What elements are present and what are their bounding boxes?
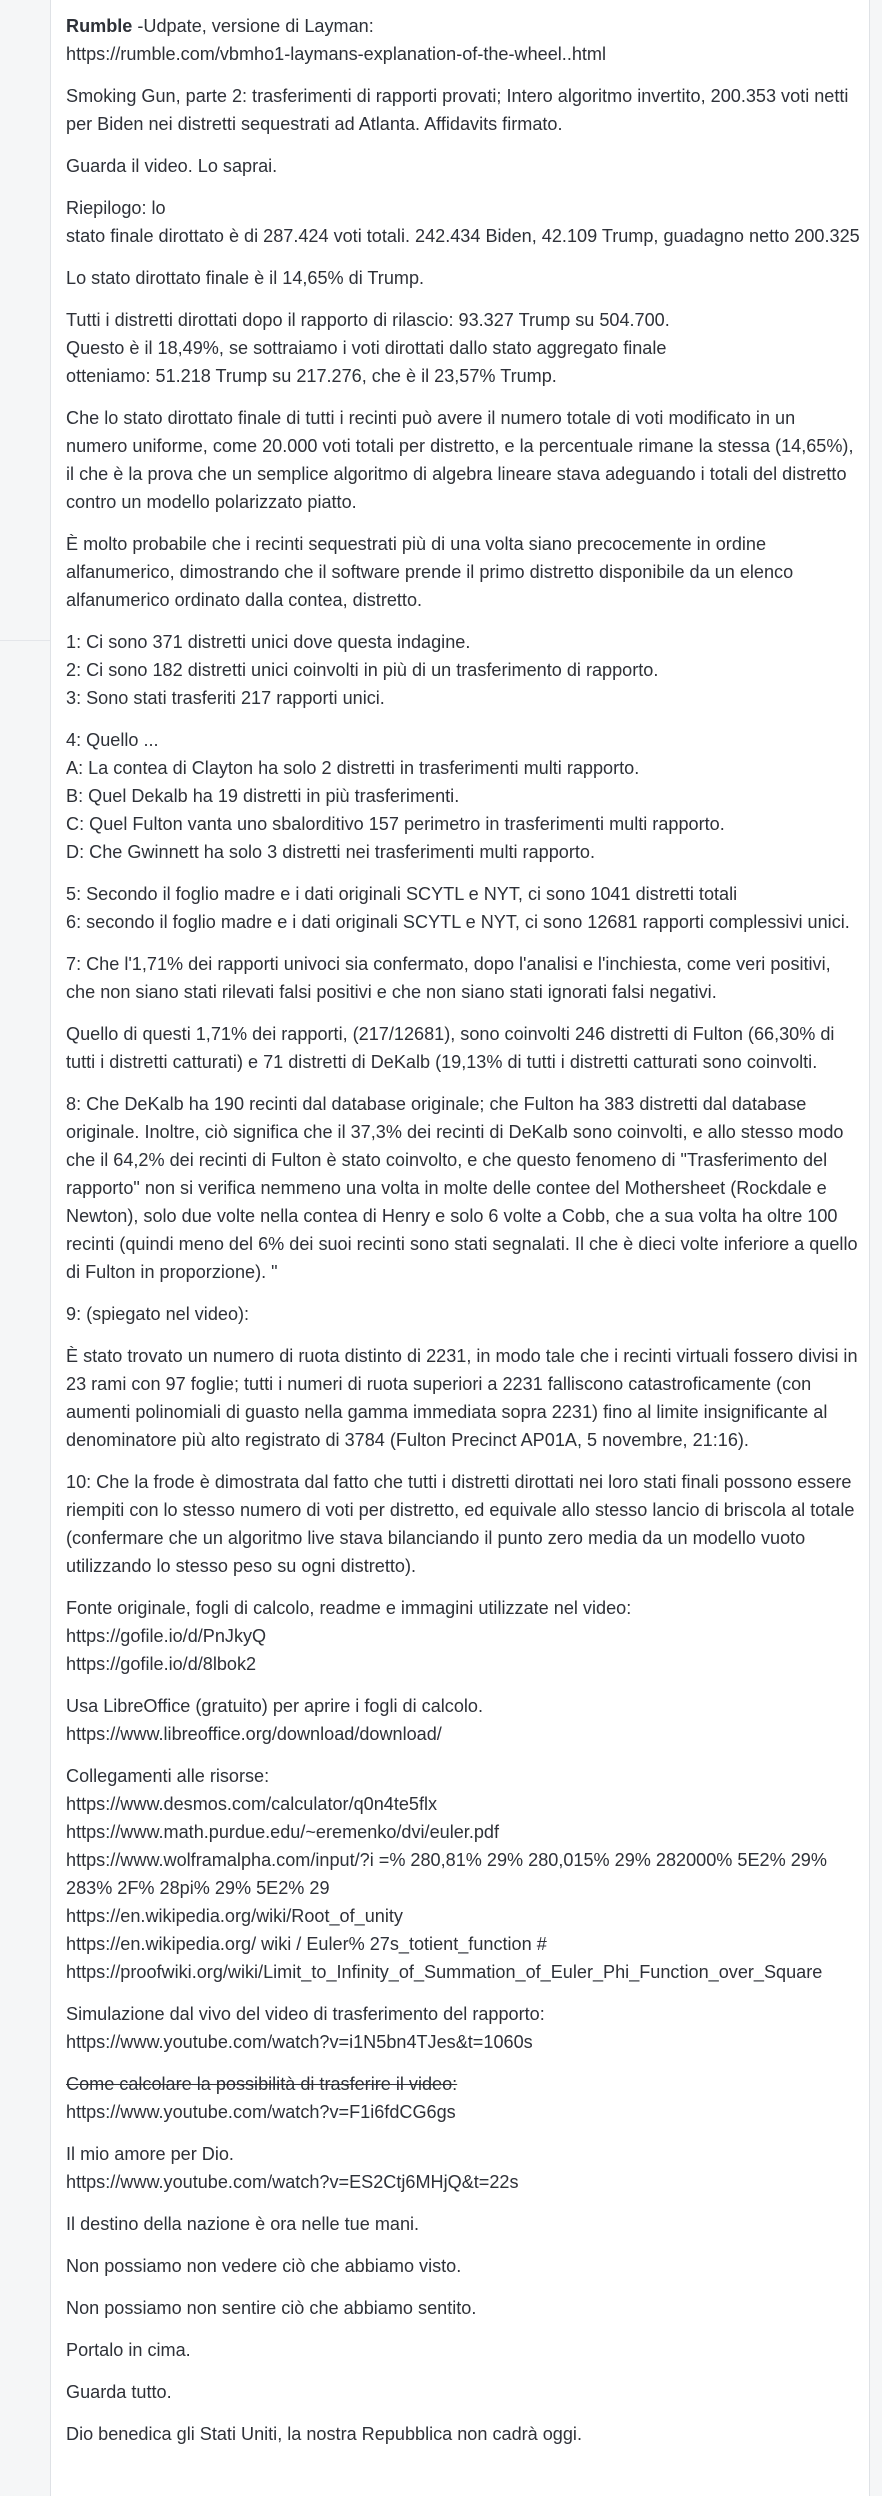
paragraph-point-10: 10: Che la frode è dimostrata dal fatto che tutti i distretti dirottati nei loro stati finali possono essere riempiti con lo stesso numero di voti per distretto, ed equivale allo stesso lancio di briscola al totale (confermare che un algoritmo live stava bilanciando il punto zero media da un modello vuoto utilizzando lo stesso peso su ogni distretto). (66, 1472, 855, 1576)
paragraph-districts (66, 306, 861, 390)
paragraph-alphanumeric: È molto probabile che i recinti sequestrati più di una volta siano precocemente in ordine alfanumerico, dimostrando che il software prende il primo distretto disponibile da un elenco alfanumerico ordinato dalla contea, distretto. (66, 534, 794, 610)
list-item: B: Quel Dekalb ha 19 distretti in più trasferimenti. (66, 786, 460, 806)
list-item: 3: Sono stati trasferiti 217 rapporti unici. (66, 688, 385, 708)
districts-line: otteniamo: 51.218 Trump su 217.276, che è il 23,57% Trump. (66, 366, 557, 386)
sources-block (66, 1594, 861, 1678)
resources-title: Collegamenti alle risorse: (66, 1766, 270, 1786)
list-item: 1: Ci sono 371 distretti unici dove questa indagine. (66, 632, 471, 652)
love-block (66, 2140, 861, 2196)
paragraph-final-state: Lo stato dirottato finale è il 14,65% di Trump. (66, 268, 425, 288)
post-body (50, 0, 870, 2496)
simulation-text: Simulazione dal vivo del video di trasferimento del rapporto: (66, 2004, 545, 2024)
paragraph-smoking-gun: Smoking Gun, parte 2: trasferimenti di rapporti provati; Intero algoritmo invertito, 200.353 voti netti per Biden nei distretti sequestrati ad Atlanta. Affidavits firmato. (66, 86, 849, 134)
list-item: D: Che Gwinnett ha solo 3 distretti nei trasferimenti multi rapporto. (66, 842, 595, 862)
closing-line: Portalo in cima. (66, 2340, 191, 2360)
resource-link[interactable]: https://www.desmos.com/calculator/q0n4te5flx (66, 1794, 438, 1814)
paragraph-point-8: 8: Che DeKalb ha 190 recinti dal database originale; che Fulton ha 383 distretti dal database originale. Inoltre, ciò significa che il 37,3% dei recinti di DeKalb sono coinvolti, e allo stesso modo che il 64,2% dei recinti di Fulton è stato coinvolto, e che questo fenomeno di "Trasferimento del rapporto" non si verifica nemmeno una volta in molte delle contee del Mothersheet (Rockdale e Newton), solo due volte nella contea di Henry e solo 6 volte a Cobb, che a sua volta ha oltre 100 recinti (quindi meno del 6% dei suoi recinti sono stati segnalati. Il che è dieci volte inferiore a quello di Fulton in proporzione). " (66, 1094, 858, 1282)
source-link[interactable]: https://gofile.io/d/8lbok2 (66, 1654, 257, 1674)
source-link[interactable]: https://gofile.io/d/PnJkyQ (66, 1626, 267, 1646)
list-points-1-3 (66, 628, 861, 712)
list-item: 4: Quello ... (66, 730, 159, 750)
recap-line: stato finale dirottato è di 287.424 voti totali. 242.434 Biden, 42.109 Trump, guadagno netto 200.325 (66, 226, 860, 246)
resource-link[interactable]: https://www.wolframalpha.com/input/?i =% 280,81% 29% 280,015% 29% 282000% 5E2% 29% 283% 2F% 28pi% 29% 5E2% 29 (66, 1850, 827, 1898)
list-item: 5: Secondo il foglio madre e i dati originali SCYTL e NYT, ci sono 1041 distretti totali (66, 884, 738, 904)
paragraph-watch-video: Guarda il video. Lo saprai. (66, 156, 278, 176)
post-header (66, 12, 861, 68)
simulation-block (66, 2000, 861, 2056)
resource-link[interactable]: https://www.math.purdue.edu/~eremenko/dvi/euler.pdf (66, 1822, 499, 1842)
resources-block (66, 1762, 861, 1986)
list-item: 2: Ci sono 182 distretti unici coinvolti in più di un trasferimento di rapporto. (66, 660, 659, 680)
list-points-5-6 (66, 880, 861, 936)
sources-title: Fonte originale, fogli di calcolo, readme e immagini utilizzate nel video: (66, 1598, 632, 1618)
paragraph-point-7: 7: Che l'1,71% dei rapporti univoci sia confermato, dopo l'analisi e l'inchiesta, come veri positivi, che non siano stati rilevati falsi positivi e che non siano stati ignorati falsi negativi. (66, 954, 831, 1002)
list-point-4 (66, 726, 861, 866)
love-text: Il mio amore per Dio. (66, 2144, 234, 2164)
closing-line: Il destino della nazione è ora nelle tue mani. (66, 2214, 420, 2234)
list-item: 6: secondo il foglio madre e i dati originali SCYTL e NYT, ci sono 12681 rapporti complessivi unici. (66, 912, 850, 932)
simulation-link[interactable]: https://www.youtube.com/watch?v=i1N5bn4TJes&t=1060s (66, 2032, 533, 2052)
paragraph-uniform: Che lo stato dirottato finale di tutti i recinti può avere il numero totale di voti modificato in un numero uniforme, come 20.000 voti totali per distretto, e la percentuale rimane la stessa (14,65%), il che è la prova che un semplice algoritmo di algebra lineare stava adeguando i totali del distretto contro un modello polarizzato piatto. (66, 408, 854, 512)
districts-line: Tutti i distretti dirottati dopo il rapporto di rilascio: 93.327 Trump su 504.700. (66, 310, 670, 330)
love-link[interactable]: https://www.youtube.com/watch?v=ES2Ctj6MHjQ&t=22s (66, 2172, 519, 2192)
paragraph-point-9: 9: (spiegato nel video): (66, 1304, 250, 1324)
list-item: A: La contea di Clayton ha solo 2 distretti in trasferimenti multi rapporto. (66, 758, 640, 778)
recap-line: Riepilogo: lo (66, 198, 166, 218)
calculation-text: Come calcolare la possibilità di trasferire il video: (66, 2074, 458, 2094)
list-item: C: Quel Fulton vanta uno sbalorditivo 157 perimetro in trasferimenti multi rapporto. (66, 814, 725, 834)
header-source: Rumble (66, 16, 133, 36)
closing-line: Non possiamo non sentire ciò che abbiamo sentito. (66, 2298, 477, 2318)
header-title: -Udpate, versione di Layman: (132, 16, 374, 36)
paragraph-wheel: È stato trovato un numero di ruota distinto di 2231, in modo tale che i recinti virtuali fossero divisi in 23 rami con 97 foglie; tutti i numeri di ruota superiori a 2231 falliscono catastroficamente (con aumenti polinomiali di guasto nella gamma immediata sopra 2231) fino al limite insignificante al denominatore più alto registrato di 3784 (Fulton Precinct AP01A, 5 novembre, 21:16). (66, 1346, 858, 1450)
left-divider (0, 640, 50, 641)
header-url[interactable]: https://rumble.com/vbmho1-laymans-explanation-of-the-wheel..html (66, 44, 607, 64)
libreoffice-text: Usa LibreOffice (gratuito) per aprire i fogli di calcolo. (66, 1696, 484, 1716)
closing-line: Guarda tutto. (66, 2382, 172, 2402)
resource-link[interactable]: https://en.wikipedia.org/wiki/Root_of_unity (66, 1906, 403, 1926)
libreoffice-block (66, 1692, 861, 1748)
resource-link[interactable]: https://en.wikipedia.org/ wiki / Euler% 27s_totient_function # (66, 1934, 547, 1954)
calculation-block (66, 2070, 861, 2126)
closing-line: Non possiamo non vedere ciò che abbiamo visto. (66, 2256, 462, 2276)
paragraph-recap (66, 194, 861, 250)
libreoffice-link[interactable]: https://www.libreoffice.org/download/download/ (66, 1724, 442, 1744)
resource-link[interactable]: https://proofwiki.org/wiki/Limit_to_Infinity_of_Summation_of_Euler_Phi_Function_over_Square (66, 1962, 823, 1982)
districts-line: Questo è il 18,49%, se sottraiamo i voti dirottati dallo stato aggregato finale (66, 338, 667, 358)
paragraph-fulton: Quello di questi 1,71% dei rapporti, (217/12681), sono coinvolti 246 distretti di Fulton (66,30% di tutti i distretti catturati) e 71 distretti di DeKalb (19,13% di tutti i distretti catturati sono coinvolti. (66, 1024, 835, 1072)
closing-line: Dio benedica gli Stati Uniti, la nostra Repubblica non cadrà oggi. (66, 2424, 582, 2444)
calculation-link[interactable]: https://www.youtube.com/watch?v=F1i6fdCG6gs (66, 2102, 456, 2122)
